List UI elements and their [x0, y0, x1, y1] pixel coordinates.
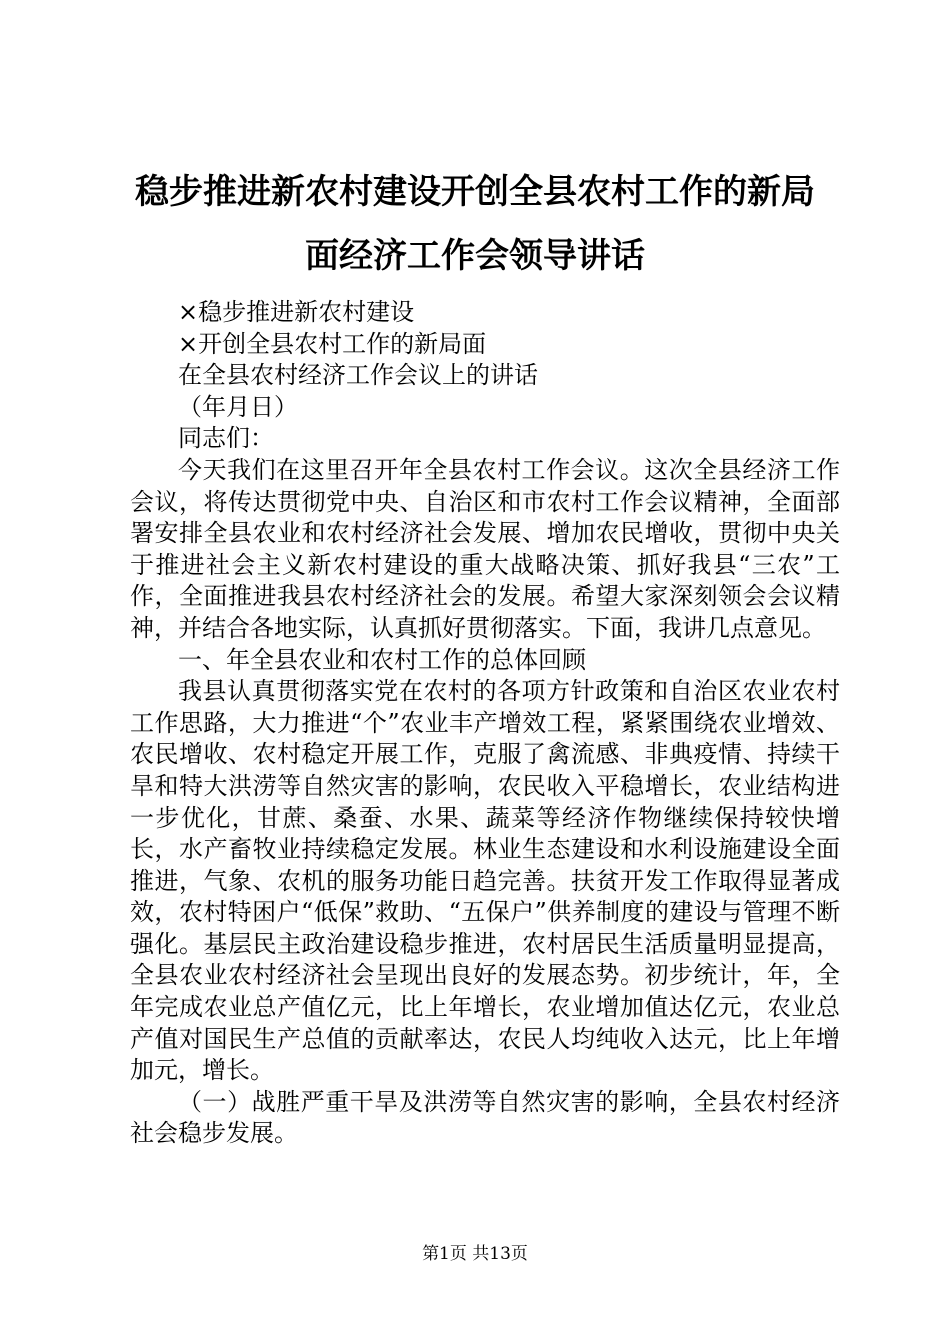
- body-paragraph: 今天我们在这里召开年全县农村工作会议。这次全县经济工作会议，将传达贯彻党中央、自治区和市农村工作会议精神，全面部署安排全县农业和农村经济社会发展、增加农民增收，贯彻中央关于推进社会主义新农村建设的重大战略决策、抓好我县“三农”工作，全面推进我县农村经济社会的发展。希望大家深刻领会会议精神，并结合各地实际，认真抓好贯彻落实。下面，我讲几点意见。: [130, 455, 840, 642]
- speech-occasion: 在全县农村经济工作会议上的讲话: [178, 361, 538, 390]
- title-line-2: 面经济工作会领导讲话: [305, 236, 645, 276]
- page-number: 第1页 共13页: [422, 1244, 528, 1264]
- subtitle-line: ×稳步推进新农村建设: [178, 298, 415, 326]
- subtitle-line: ×开创全县农村工作的新局面: [178, 329, 487, 358]
- title-line-1: 稳步推进新农村建设开创全县农村工作的新局: [135, 172, 815, 212]
- sub-section-heading: （一）战胜严重干旱及洪涝等自然灾害的影响，全县农村经济社会稳步发展。: [130, 1087, 840, 1148]
- speech-date: （年月日）: [178, 392, 298, 421]
- body-paragraph: 我县认真贯彻落实党在农村的各项方针政策和自治区农业农村工作思路，大力推进“个”农业丰产增效工程，紧紧围绕农业增效、农民增收、农村稳定开展工作，克服了禽流感、非典疫情、持续干旱和特大洪涝等自然灾害的影响，农民收入平稳增长，农业结构进一步优化，甘蔗、桑蚕、水果、蔬菜等经济作物继续保持较快增长，水产畜牧业持续稳定发展。林业生态建设和水利设施建设全面推进，气象、农机的服务功能日趋完善。扶贫开发工作取得显著成效，农村特困户“低保”救助、“五保户”供养制度的建设与管理不断强化。基层民主政治建设稳步推进，农村居民生活质量明显提高，全县农业农村经济社会呈现出良好的发展态势。初步统计，年，全年完成农业总产值亿元，比上年增长，农业增加值达亿元，农业总产值对国民生产总值的贡献率达，农民人均纯收入达元，比上年增加元，增长。: [130, 677, 840, 1085]
- section-heading: 一、年全县农业和农村工作的总体回顾: [178, 645, 586, 674]
- salutation: 同志们：: [178, 424, 274, 453]
- document-body: [130, 297, 840, 1150]
- document-title: [110, 160, 840, 288]
